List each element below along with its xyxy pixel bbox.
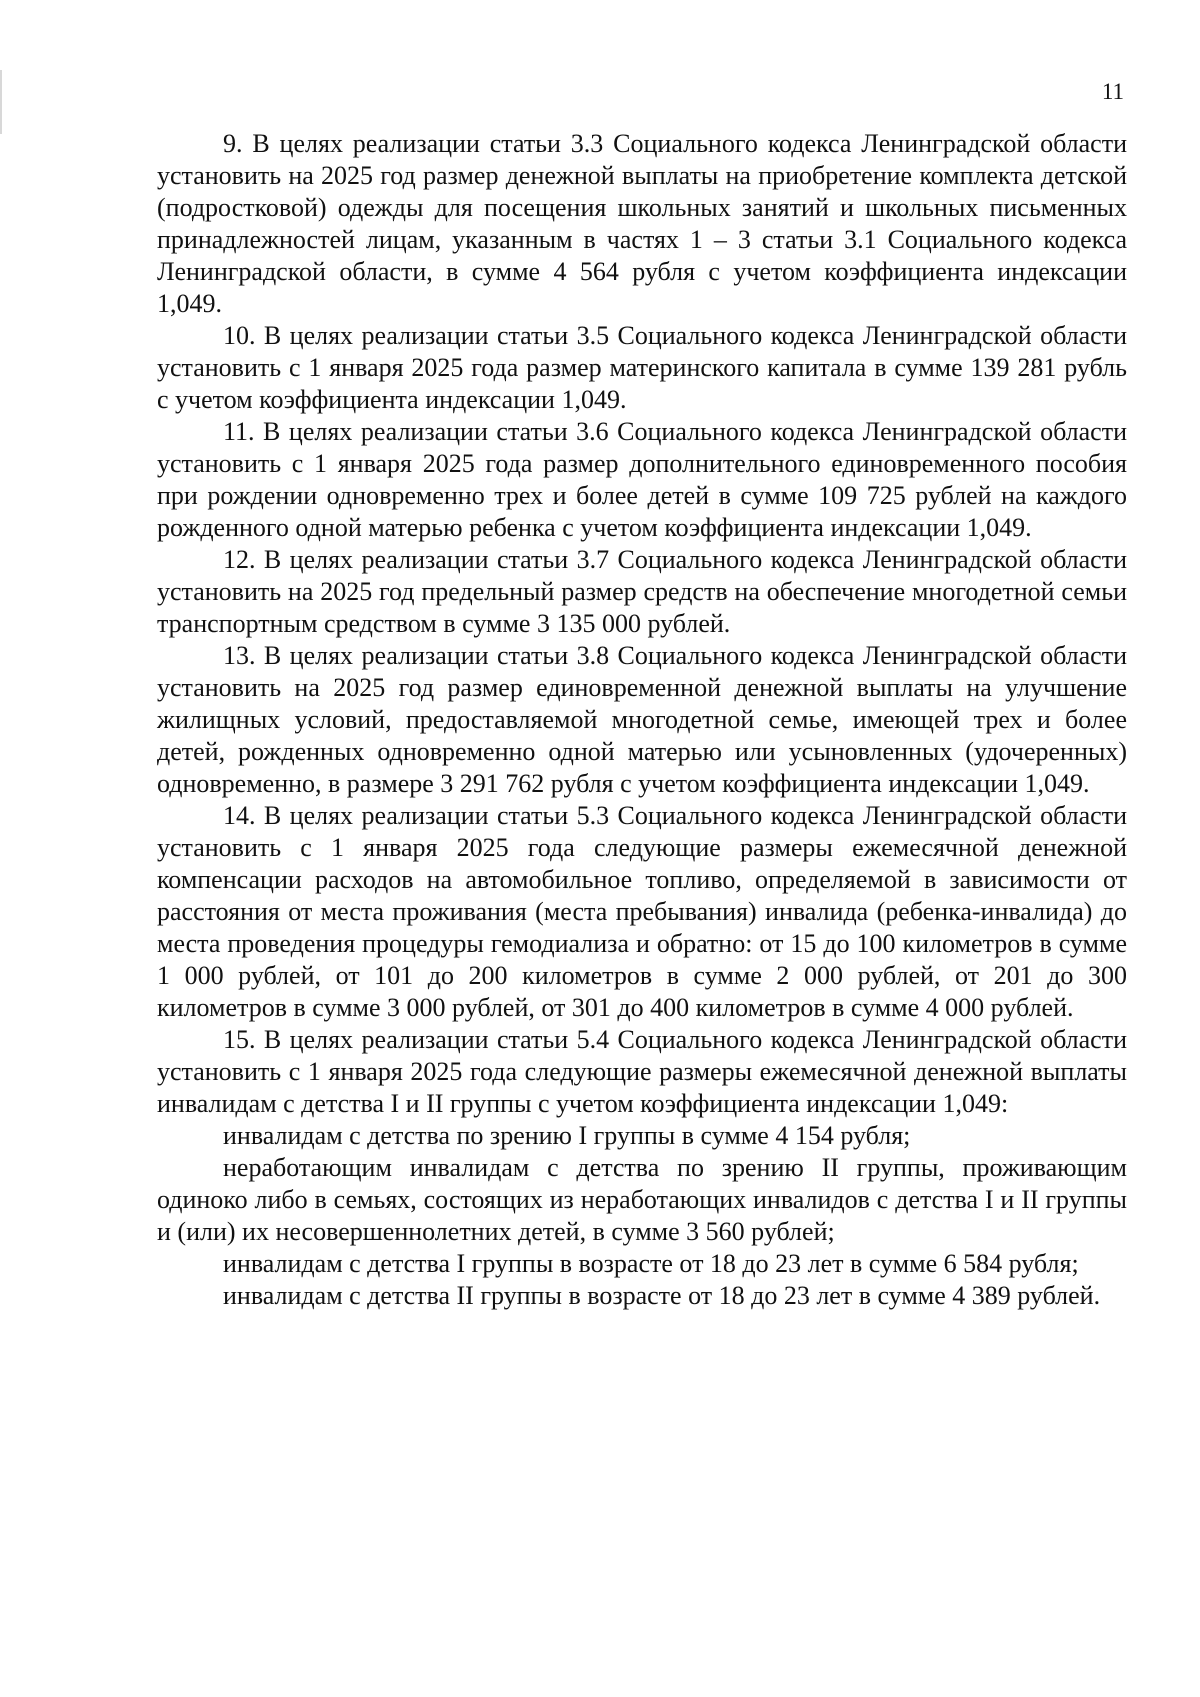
subparagraph-vision-group-2: неработающим инвалидам с детства по зрению II группы, проживающим одиноко либо в семьях, состоящих из неработающих инвалидов с детства I и II группы и (или) их несовершеннолетних детей, в сумме 3 560 рублей;: [157, 1153, 1127, 1246]
subparagraph-vision-group-1: инвалидам с детства по зрению I группы в сумме 4 154 рубля;: [223, 1121, 911, 1150]
subparagraph-group-2-age-18-23: инвалидам с детства II группы в возрасте от 18 до 23 лет в сумме 4 389 рублей.: [223, 1281, 1101, 1310]
paragraph-item-12: 12. В целях реализации статьи 3.7 Социального кодекса Ленинградской области установить на 2025 год предельный размер средств на обеспечение многодетной семьи транспортным средством в сумме 3 135 000 рублей.: [157, 545, 1127, 638]
paragraph-item-9: 9. В целях реализации статьи 3.3 Социального кодекса Ленинградской области установить на 2025 год размер денежной выплаты на приобретение комплекта детской (подростковой) одежды для посещения школьных занятий и школьных письменных принадлежностей лицам, указанным в частях 1 – 3 статьи 3.1 Социального кодекса Ленинградской области, в сумме 4 564 рубля с учетом коэффициента индексации 1,049.: [157, 129, 1127, 318]
paragraph-item-10: 10. В целях реализации статьи 3.5 Социального кодекса Ленинградской области установить с 1 января 2025 года размер материнского капитала в сумме 139 281 рубль с учетом коэффициента индексации 1,049.: [157, 321, 1127, 414]
page-number: 11: [1101, 79, 1124, 104]
paragraph-item-15: 15. В целях реализации статьи 5.4 Социального кодекса Ленинградской области установить с 1 января 2025 года следующие размеры ежемесячной денежной выплаты инвалидам с детства I и II группы с учетом коэффициента индексации 1,049:: [157, 1025, 1127, 1118]
paragraph-item-11: 11. В целях реализации статьи 3.6 Социального кодекса Ленинградской области установить с 1 января 2025 года размер дополнительного единовременного пособия при рождении одновременно трех и более детей в сумме 109 725 рублей на каждого рожденного одной матерью ребенка с учетом коэффициента индексации 1,049.: [157, 417, 1127, 542]
subparagraph-group-1-age-18-23: инвалидам с детства I группы в возрасте от 18 до 23 лет в сумме 6 584 рубля;: [223, 1249, 1079, 1278]
document-body: [157, 128, 1127, 1312]
paragraph-item-14: 14. В целях реализации статьи 5.3 Социального кодекса Ленинградской области установить с 1 января 2025 года следующие размеры ежемесячной денежной компенсации расходов на автомобильное топливо, определяемой в зависимости от расстояния от места проживания (места пребывания) инвалида (ребенка-инвалида) до места проведения процедуры гемодиализа и обратно: от 15 до 100 километров в сумме 1 000 рублей, от 101 до 200 километров в сумме 2 000 рублей, от 201 до 300 километров в сумме 3 000 рублей, от 301 до 400 километров в сумме 4 000 рублей.: [157, 801, 1127, 1022]
scan-edge-mark: [0, 70, 2, 134]
paragraph-item-13: 13. В целях реализации статьи 3.8 Социального кодекса Ленинградской области установить на 2025 год размер единовременной денежной выплаты на улучшение жилищных условий, предоставляемой многодетной семье, имеющей трех и более детей, рожденных одновременно одной матерью или усыновленных (удочеренных) одновременно, в размере 3 291 762 рубля с учетом коэффициента индексации 1,049.: [157, 641, 1127, 798]
